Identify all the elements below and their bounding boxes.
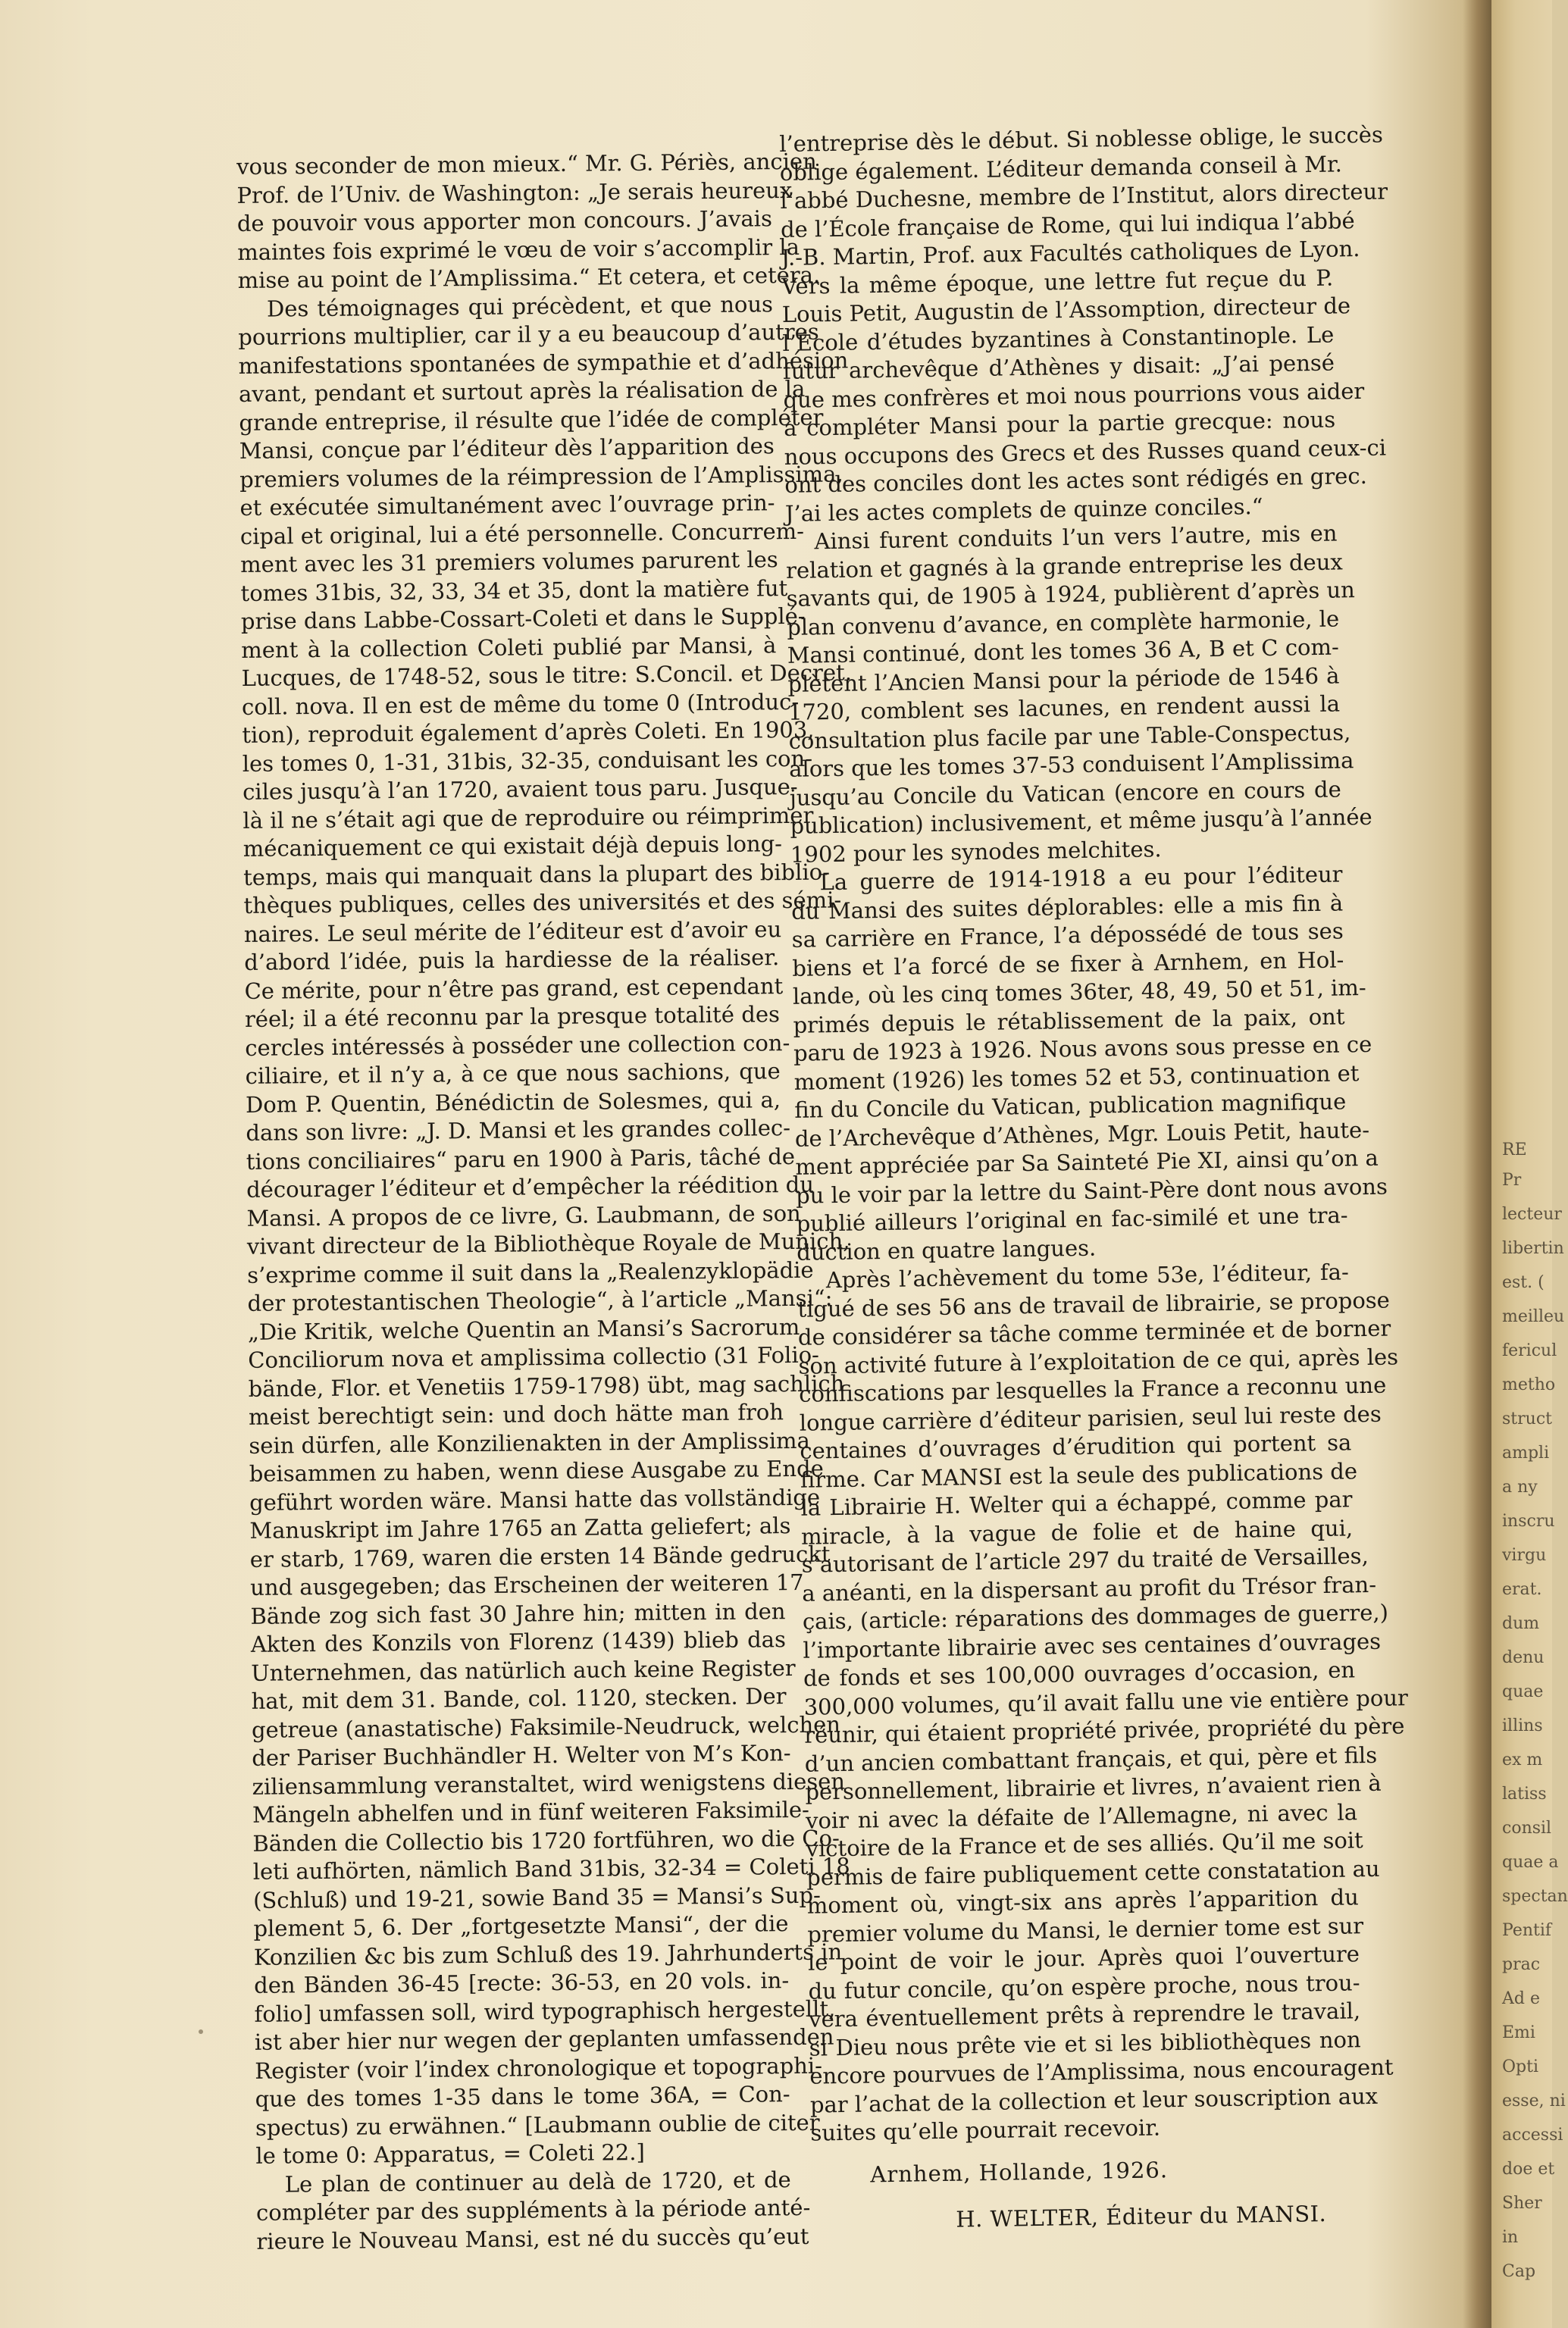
adjacent-page-fragment: fericul [1502, 1341, 1557, 1360]
adjacent-page-fragment: RE [1502, 1141, 1527, 1159]
adjacent-page-fragment: Pentif [1502, 1921, 1552, 1940]
text-line: Mansi continué, dont les tomes 36 A, B et C com- [787, 634, 1340, 668]
text-line: de l’École française de Rome, qui lui indiqua l’abbé [780, 207, 1355, 242]
text-line: le point de voir le jour. Après quoi l’ouverture [807, 1941, 1360, 1976]
text-line: ment avec les 31 premiers volumes parurent les [240, 546, 778, 577]
text-line: savants qui, de 1905 à 1924, publièrent d’après un [786, 577, 1356, 612]
publisher-signature: H. WELTER, Éditeur du MANSI. [956, 2200, 1327, 2233]
text-line: moment où, vingt-six ans après l’apparition du [806, 1884, 1359, 1919]
text-line: le tome 0: Apparatus, = Coleti 22.] [255, 2139, 645, 2169]
text-line: vous seconder de mon mieux.“ Mr. G. Périès, ancien [236, 148, 817, 180]
text-line: plan convenu d’avance, en complète harmonie, le [787, 605, 1340, 640]
text-line: vivant directeur de la Bibliothèque Royale de Munich, [246, 1228, 850, 1259]
text-line: victoire de la France et de ses alliés. Qu’il me soit [806, 1827, 1363, 1862]
book-gutter [1463, 0, 1491, 2328]
text-line: et exécutée simultanément avec l’ouvrage prin- [239, 490, 775, 521]
adjacent-page-fragment: dum [1502, 1614, 1540, 1633]
text-line: alors que les tomes 37-53 conduisent l’Amplissima [788, 747, 1354, 782]
adjacent-page-fragment: doe et [1502, 2160, 1555, 2179]
adjacent-page-fragment: esse, ni [1502, 2092, 1566, 2111]
text-line: l’abbé Duchesne, membre de l’Institut, alors directeur [780, 178, 1388, 214]
place-and-date: Arnhem, Hollande, 1926. [870, 2156, 1169, 2187]
text-line: thèques publiques, celles des universités et des sémi- [243, 887, 842, 918]
text-line: Bänden die Collectio bis 1720 fortführen, wo die Co- [252, 1824, 840, 1857]
left-text-column [236, 148, 853, 2256]
text-line: pu le voir par la lettre du Saint-Père dont nous avons [795, 1173, 1388, 1209]
text-line: l’entreprise dès le début. Si noblesse oblige, le succès [779, 121, 1384, 157]
text-line: coll. nova. Il en est de même du tome 0 (Introduc- [241, 688, 800, 720]
text-line: si Dieu nous prête vie et si les bibliothèques non [809, 2026, 1361, 2061]
text-line: maintes fois exprimé le vœu de voir s’accomplir la [237, 233, 800, 265]
text-line: Vers la même époque, une lettre fut reçue du P. [781, 264, 1334, 299]
text-line: consultation plus facile par une Table-Conspectus, [788, 718, 1351, 754]
text-line: Mansi. A propos de ce livre, G. Laubmann, de son [246, 1200, 801, 1231]
text-line: Konzilien &c bis zum Schluß des 19. Jahrhunderts in [253, 1938, 843, 1970]
right-column-lines [779, 121, 1409, 2148]
text-line: tigué de ses 56 ans de travail de librairie, se propose [797, 1287, 1391, 1322]
adjacent-page-fragment: Opti [1502, 2057, 1538, 2076]
text-line: a anéanti, en la dispersant au profit du Trésor fran- [802, 1571, 1377, 1607]
text-line: à compléter Mansi pour la partie grecque: nous [783, 406, 1336, 441]
adjacent-page-fragment: Sher [1502, 2194, 1542, 2213]
adjacent-page-fragment: meilleu [1502, 1307, 1565, 1326]
text-line: ont des conciles dont les actes sont rédigés en grec. [784, 462, 1368, 498]
adjacent-page-fragment: ex m [1502, 1751, 1543, 1769]
text-line: de fonds et ses 100,000 ouvrages d’occasion, en [803, 1657, 1356, 1691]
text-line: Ce mérite, pour n’être pas grand, est cependant [244, 972, 784, 1004]
text-line: La guerre de 1914-1918 a eu pour l’éditeur [819, 861, 1343, 896]
adjacent-page-fragment: illins [1502, 1716, 1543, 1735]
text-line: son activité future à l’exploitation de ce qui, après les [798, 1343, 1399, 1379]
text-line: mise au point de l’Amplissima.“ Et cetera, et cetera. [237, 261, 821, 293]
text-line: longue carrière d’éditeur parisien, seul lui reste des [799, 1400, 1382, 1436]
text-line: plement 5, 6. Der „fortgesetzte Mansi“, der die [253, 1910, 789, 1942]
text-line: là il ne s’était agi que de reproduire ou réimprimer [243, 802, 814, 834]
text-line: ziliensammlung veranstaltet, wird wenigstens diesen [252, 1767, 846, 1800]
adjacent-page-fragment: quae a [1502, 1853, 1559, 1872]
adjacent-page-fragment: Cap [1502, 2262, 1536, 2281]
text-line: Des témoignages qui précèdent, et que nous [266, 290, 774, 322]
text-line: der protestantischen Theologie“, à l’article „Mansi“: [247, 1284, 833, 1316]
adjacent-page-fragment: Emi [1502, 2023, 1535, 2042]
text-line: Mängeln abhelfen und in fünf weiteren Faksimile- [252, 1796, 810, 1828]
text-line: ist aber hier nur wegen der geplanten umfassenden [254, 2023, 834, 2055]
text-line: spectus) zu erwähnen.“ [Laubmann oublie de citer [255, 2109, 820, 2141]
adjacent-page-fragment: libertin [1502, 1239, 1564, 1258]
adjacent-page-fragment: consil [1502, 1819, 1552, 1838]
text-line: relation et gagnés à la grande entreprise les deux [785, 548, 1343, 584]
text-line: leti aufhörten, nämlich Band 31bis, 32-34 = Coleti 18 [252, 1853, 850, 1885]
text-line: s’exprime comme il suit dans la „Realenzyklopädie [247, 1256, 814, 1288]
text-line: Ainsi furent conduits l’un vers l’autre, mis en [814, 520, 1338, 555]
adjacent-page-fragment: virgu [1502, 1546, 1547, 1565]
text-line: bände, Flor. et Venetiis 1759-1798) übt, mag sachlich [248, 1369, 845, 1402]
text-line: futur archevêque d’Athènes y disait: „J’ai pensé [782, 349, 1335, 384]
text-line: 1720, comblent ses lacunes, en rendent aussi la [787, 690, 1341, 725]
text-line: oblige également. L’éditeur demanda conseil à Mr. [779, 150, 1343, 186]
adjacent-page-fragment: in [1502, 2228, 1519, 2247]
text-line: meist berechtigt sein: und doch hätte man froh [248, 1399, 784, 1430]
adjacent-page-fragment: est. ( [1502, 1273, 1545, 1292]
text-line: ment à la collection Coleti publié par Mansi, à [241, 631, 777, 663]
text-line: Prof. de l’Univ. de Washington: „Je serais heureux [236, 177, 793, 208]
text-line: Register (voir l’index chronologique et topographi- [255, 2052, 823, 2084]
text-line: grande entreprise, il résulte que l’idée de compléter [239, 404, 824, 436]
text-line: personnellement, librairie et livres, n’avaient rien à [805, 1769, 1382, 1805]
text-line: compléter par des suppléments à la période anté- [255, 2194, 811, 2226]
adjacent-page-fragment: ampli [1502, 1444, 1550, 1463]
text-line: réunir, qui étaient propriété privée, propriété du père [804, 1713, 1405, 1748]
text-line: du futur concile, qu’on espère proche, nous trou- [808, 1969, 1360, 2004]
text-line: tion), reproduit également d’après Coleti. En 1903, [242, 716, 815, 748]
text-line: hat, mit dem 31. Bande, col. 1120, stecken. Der [251, 1683, 787, 1714]
text-line: folio] umfassen soll, wird typographisch hergestellt, [254, 1995, 836, 2027]
text-line: Manuskript im Jahre 1765 an Zatta geliefert; als [249, 1513, 791, 1544]
text-line: d’abord l’idée, puis la hardiesse de la réaliser. [244, 944, 780, 975]
text-line: s’autorisant de l’article 297 du traité de Versailles, [801, 1543, 1369, 1578]
paper-blemish [199, 2029, 203, 2034]
adjacent-page-fragment: quae [1502, 1682, 1544, 1701]
text-line: cipal et original, lui a été personnelle. Concurrem- [239, 518, 805, 549]
text-line: confiscations par lesquelles la France a reconnu une [798, 1372, 1387, 1407]
text-line: J’ai les actes complets de quinze conciles.“ [784, 493, 1263, 527]
adjacent-page-edge [1491, 0, 1568, 2328]
text-line: décourager l’éditeur et d’empêcher la réédition du [246, 1171, 815, 1203]
text-line: Lucques, de 1748-52, sous le titre: S.Concil. et Decret. [241, 659, 853, 691]
text-line: suites qu’elle pourrait recevoir. [810, 2114, 1161, 2146]
text-line: der Pariser Buchhändler H. Welter von M’s Kon- [252, 1740, 791, 1771]
text-line: primés depuis le rétablissement de la paix, ont [793, 1003, 1345, 1038]
text-line: de considérer sa tâche comme terminée et de borner [797, 1315, 1391, 1350]
adjacent-page-fragment: erat. [1502, 1580, 1542, 1599]
adjacent-page-fragment: Pr [1502, 1171, 1522, 1190]
text-line: du Mansi des suites déplorables: elle a mis fin à [790, 889, 1344, 925]
text-line: Conciliorum nova et amplissima collectio (31 Folio- [248, 1341, 820, 1373]
text-line: 1902 pour les synodes melchites. [790, 835, 1162, 868]
text-line: que mes confrères et moi nous pourrions vous aider [783, 377, 1365, 413]
text-line: duction en quatre langues. [796, 1234, 1097, 1266]
text-line: l’importante librairie avec ses centaines d’ouvrages [803, 1628, 1382, 1663]
text-line: miracle, à la vague de folie et de haine qui, [800, 1514, 1354, 1550]
text-line: naires. Le seul mérite de l’éditeur est d’avoir eu [243, 915, 782, 947]
text-line: cercles intéressés à posséder une collection con- [245, 1029, 790, 1061]
text-line: (Schluß) und 19-21, sowie Band 35 = Mansi’s Sup- [252, 1882, 821, 1913]
text-line: Le plan de continuer au delà de 1720, et de [284, 2166, 791, 2198]
text-line: tions conciliaires“ paru en 1900 à Paris, tâché de [246, 1143, 796, 1175]
text-line: J.-B. Martin, Prof. aux Facultés catholiques de Lyon. [781, 235, 1360, 271]
text-line: sa carrière en France, l’a dépossédé de tous ses [791, 918, 1344, 953]
text-line: den Bänden 36-45 [recte: 36-53, en 20 vols. in- [254, 1967, 790, 1998]
text-line: Akten des Konzils von Florenz (1439) blieb das [250, 1626, 787, 1657]
text-line: Unternehmen, das natürlich auch keine Register [251, 1654, 796, 1686]
text-line: und ausgegeben; das Erscheinen der weiteren 17 [250, 1569, 804, 1600]
adjacent-page-fragment: denu [1502, 1648, 1545, 1667]
text-line: premiers volumes de la réimpression de l’Amplissima, [239, 460, 843, 493]
text-line: encore pourvues de l’Amplissima, nous encouragent [809, 2054, 1394, 2089]
text-line: „Die Kritik, welche Quentin an Mansi’s Sacrorum [247, 1313, 800, 1345]
text-line: l’École d’études byzantines à Constantinople. Le [782, 321, 1335, 356]
text-line: ment appréciée par Sa Sainteté Pie XI, ainsi qu’on a [795, 1144, 1379, 1180]
text-line: geführt worden wäre. Mansi hatte das vollständige [249, 1484, 821, 1516]
adjacent-page-fragment: prac [1502, 1955, 1541, 1974]
text-line: fin du Concile du Vatican, publication magnifique [794, 1088, 1347, 1123]
text-line: Louis Petit, Augustin de l’Assomption, directeur de [781, 293, 1351, 327]
text-line: voir ni avec la défaite de l’Allemagne, ni avec la [805, 1798, 1358, 1834]
text-line: les tomes 0, 1-31, 31bis, 32-35, conduisant les con- [242, 745, 813, 777]
text-line: pourrions multiplier, car il y a eu beaucoup d’autres [238, 318, 819, 350]
adjacent-page-fragment: Ad e [1502, 1989, 1540, 2008]
text-line: jusqu’au Concile du Vatican (encore en cours de [789, 775, 1342, 811]
right-text-column [779, 121, 1409, 2237]
text-line: publié ailleurs l’original en fac-similé et une tra- [796, 1202, 1348, 1237]
text-line: firme. Car MANSI est la seule des publications de [800, 1457, 1358, 1493]
text-line: par l’achat de la collection et leur souscription aux [809, 2082, 1379, 2118]
adjacent-page-fragment: struct [1502, 1410, 1552, 1428]
adjacent-page-fragment: latiss [1502, 1785, 1547, 1804]
text-line: ciles jusqu’à l’an 1720, avaient tous paru. Jusque- [242, 773, 798, 805]
text-line: plètent l’Ancien Mansi pour la période de 1546 à [787, 662, 1340, 697]
text-line: moment (1926) les tomes 52 et 53, continuation et [793, 1059, 1360, 1095]
text-line: centaines d’ouvrages d’érudition qui portent sa [800, 1429, 1352, 1464]
adjacent-page-fragment: a ny [1502, 1478, 1538, 1497]
text-line: que des tomes 1-35 dans le tome 36A, = Con- [255, 2081, 790, 2112]
text-line: rieure le Nouveau Mansi, est né du succès qu’eut [256, 2223, 809, 2254]
text-line: Mansi, conçue par l’éditeur dès l’apparition des [239, 433, 775, 464]
text-line: sein dürfen, alle Konzilienakten in der Amplissima [249, 1427, 810, 1459]
text-line: vera éventuellement prêts à reprendre le travail, [808, 1998, 1361, 2032]
text-line: er starb, 1769, waren die ersten 14 Bände gedruckt [249, 1541, 831, 1572]
text-line: la Librairie H. Welter qui a échappé, comme par [800, 1486, 1353, 1521]
text-line: de pouvoir vous apporter mon concours. J’avais [236, 205, 773, 236]
text-line: temps, mais qui manquait dans la plupart des biblio- [243, 859, 831, 890]
text-line: beisammen zu haben, wenn diese Ausgabe zu Ende [249, 1455, 824, 1487]
text-line: premier volume du Mansi, le dernier tome est sur [807, 1912, 1364, 1948]
text-line: nous occupons des Grecs et des Russes quand ceux-ci [784, 433, 1387, 470]
text-line: Après l’achèvement du tome 53e, l’éditeur, fa- [825, 1259, 1350, 1294]
text-line: avant, pendant et surtout après la réalisation de la [238, 375, 806, 407]
text-line: mécaniquement ce qui existait déjà depuis long- [243, 831, 783, 862]
text-line: prise dans Labbe-Cossart-Coleti et dans le Supplé- [240, 602, 806, 634]
text-line: d’un ancien combattant français, et qui, père et fils [804, 1741, 1378, 1777]
text-line: lande, où les cinq tomes 36ter, 48, 49, 50 et 51, im- [792, 974, 1366, 1009]
text-line: publication) inclusivement, et même jusqu’à l’année [790, 803, 1372, 839]
text-line: getreue (anastatische) Faksimile-Neudruck, welchen [251, 1710, 841, 1743]
text-line: de l’Archevêque d’Athènes, Mgr. Louis Petit, haute- [794, 1116, 1370, 1152]
adjacent-page-fragment: spectan [1502, 1887, 1568, 1906]
text-line: manifestations spontanées de sympathie et d’adhésion [238, 346, 849, 379]
text-line: ciliaire, et il n’y a, à ce que nous sachions, que [245, 1058, 781, 1089]
text-line: biens et l’a forcé de se fixer à Arnhem, en Hol- [792, 946, 1344, 981]
adjacent-page-fragment: inscru [1502, 1512, 1555, 1531]
text-line: Dom P. Quentin, Bénédictin de Solesmes, qui a, [245, 1086, 781, 1118]
text-line: 300,000 volumes, qu’il avait fallu une vie entière pour [803, 1684, 1409, 1720]
text-line: permis de faire publiquement cette constatation au [806, 1855, 1380, 1891]
text-line: tomes 31bis, 32, 33, 34 et 35, dont la matière fut [240, 574, 788, 606]
text-line: réel; il a été reconnu par la presque totalité des [244, 1001, 781, 1032]
text-line: dans son livre: „J. D. Mansi et les grandes collec- [246, 1115, 791, 1146]
adjacent-page-fragment: lecteur [1502, 1205, 1562, 1224]
text-line: Bände zog sich fast 30 Jahre hin; mitten in den [250, 1597, 786, 1629]
adjacent-page-fragment: metho [1502, 1375, 1556, 1394]
text-line: paru de 1923 à 1926. Nous avons sous presse en ce [793, 1031, 1372, 1066]
adjacent-page-fragment: accessi [1502, 2126, 1563, 2145]
text-line: çais, (article: réparations des dommages de guerre,) [802, 1599, 1389, 1635]
